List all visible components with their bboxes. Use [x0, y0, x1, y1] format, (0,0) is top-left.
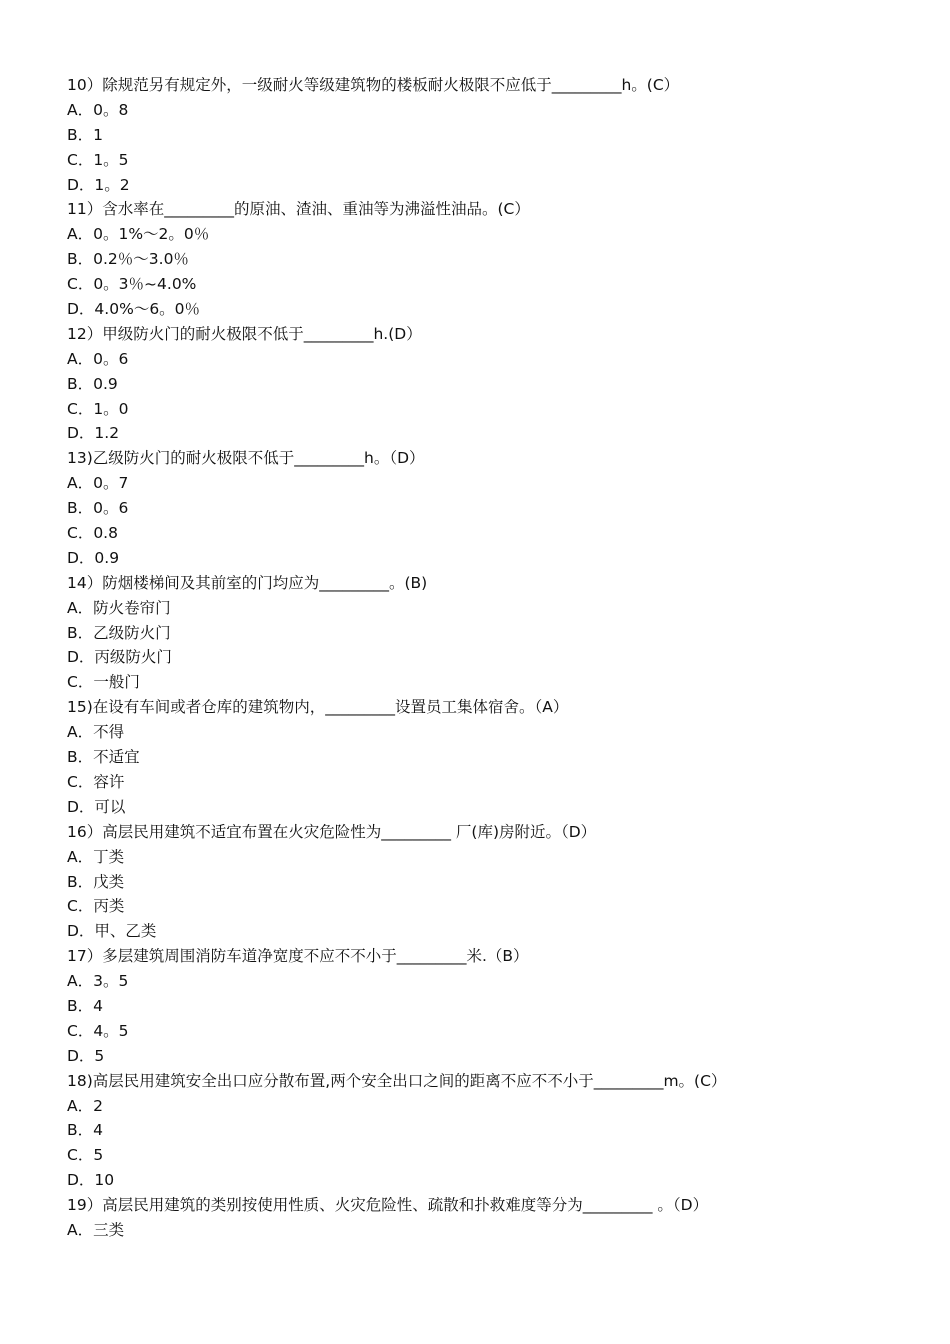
question-10 — [67, 73, 867, 197]
option-c: C．容许 — [67, 772, 125, 791]
question-17 — [67, 944, 867, 1068]
option-d: D．4.0%～6。0％ — [67, 300, 201, 319]
question-16 — [67, 820, 867, 944]
question-stem: 13)乙级防火门的耐火极限不低于_________h。（D） — [67, 449, 425, 468]
option-a: A．丁类 — [67, 847, 125, 866]
option-d: D．甲、乙类 — [67, 922, 157, 941]
question-stem: 14）防烟楼梯间及其前室的门均应为_________。(B) — [67, 573, 428, 592]
option-d: D．丙级防火门 — [67, 648, 172, 667]
option-a: A．0。8 — [67, 100, 129, 119]
question-15 — [67, 695, 867, 819]
option-c: C．0。3％~4.0% — [67, 275, 197, 294]
option-a: A．0。7 — [67, 474, 129, 493]
option-b: B．0。6 — [67, 499, 129, 518]
option-c: C．4。5 — [67, 1021, 129, 1040]
question-stem: 10）除规范另有规定外，一级耐火等级建筑物的楼板耐火极限不应低于_________h。(C） — [67, 76, 680, 94]
option-d: D．0.9 — [67, 548, 120, 567]
question-stem: 18)高层民用建筑安全出口应分散布置,两个安全出口之间的距离不应不不小于_________m。(C） — [67, 1071, 727, 1090]
option-b: B．1 — [67, 125, 103, 144]
option-c: C．一般门 — [67, 673, 140, 692]
option-d: D．1.2 — [67, 424, 120, 443]
question-12 — [67, 322, 867, 446]
question-stem: 17）多层建筑周围消防车道净宽度不应不不小于_________米.（B） — [67, 947, 529, 966]
question-14 — [67, 571, 867, 695]
option-d: D．5 — [67, 1046, 105, 1065]
option-d: D．1。2 — [67, 175, 130, 194]
option-b: B．0.9 — [67, 374, 118, 393]
option-a: A．0。1%～2。0％ — [67, 225, 210, 244]
question-18 — [67, 1069, 867, 1193]
option-a: A．防火卷帘门 — [67, 598, 171, 617]
question-11 — [67, 197, 867, 321]
option-d: D．10 — [67, 1171, 115, 1190]
option-c: C．1。5 — [67, 150, 129, 169]
option-a: A．2 — [67, 1096, 103, 1115]
option-b: B．戊类 — [67, 872, 125, 891]
option-d: D．可以 — [67, 797, 126, 816]
option-a: A．3。5 — [67, 972, 129, 991]
option-c: C．1。0 — [67, 399, 129, 418]
question-stem: 12）甲级防火门的耐火极限不低于_________h.(D） — [67, 324, 422, 343]
option-c: C．0.8 — [67, 524, 118, 543]
option-b: B．4 — [67, 996, 103, 1015]
option-a: A．三类 — [67, 1220, 125, 1239]
option-c: C．丙类 — [67, 897, 125, 916]
question-13 — [67, 446, 867, 570]
option-a: A．不得 — [67, 723, 125, 742]
option-b: B．4 — [67, 1121, 103, 1140]
question-19 — [67, 1193, 867, 1243]
question-list — [67, 73, 867, 1243]
question-stem: 15)在设有车间或者仓库的建筑物内，_________设置员工集体宿舍。（A） — [67, 698, 569, 717]
option-c: C．5 — [67, 1146, 104, 1165]
option-a: A．0。6 — [67, 349, 129, 368]
question-stem: 11）含水率在_________的原油、渣油、重油等为沸溢性油品。(C） — [67, 200, 530, 219]
option-b: B．0.2％～3.0％ — [67, 250, 189, 269]
option-b: B．不适宜 — [67, 748, 140, 767]
option-b: B．乙级防火门 — [67, 623, 171, 642]
question-stem: 16）高层民用建筑不适宜布置在火灾危险性为_________ 厂(库)房附近。（D） — [67, 822, 597, 841]
question-stem: 19）高层民用建筑的类别按使用性质、火灾危险性、疏散和扑救难度等分为_________ 。（D） — [67, 1196, 709, 1215]
